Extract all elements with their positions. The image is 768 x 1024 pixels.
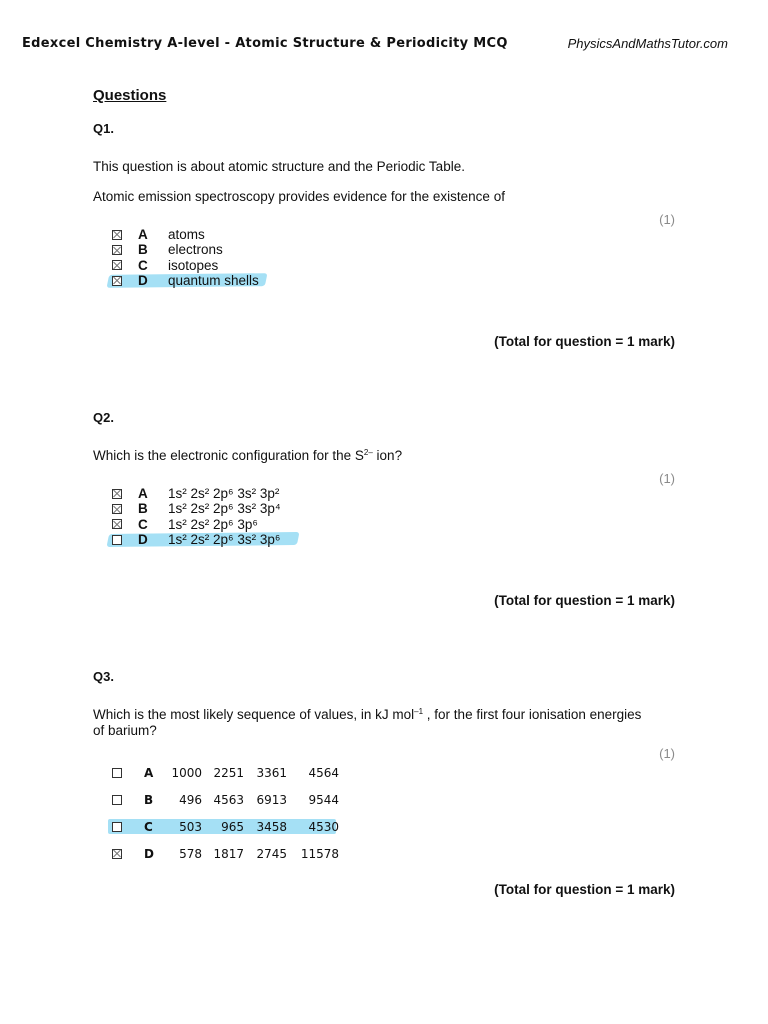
ionisation-energy-value: 11578 bbox=[300, 846, 339, 861]
option-text: atoms bbox=[168, 227, 205, 242]
option-letter: B bbox=[144, 792, 154, 807]
prompt-text: Which is the most likely sequence of values, in kJ mol bbox=[93, 707, 415, 722]
question-1-prompt: Atomic emission spectroscopy provides evidence for the existence of bbox=[93, 189, 505, 204]
option-letter: D bbox=[144, 846, 154, 861]
ionisation-energy-value: 4564 bbox=[308, 765, 339, 780]
option-letter: B bbox=[138, 242, 148, 258]
ionisation-energy-value: 6913 bbox=[256, 792, 287, 807]
question-3-mark: (1) bbox=[659, 746, 675, 761]
checkbox[interactable] bbox=[112, 822, 122, 832]
ion-charge: 2– bbox=[363, 448, 373, 457]
option-text: electrons bbox=[168, 242, 223, 258]
document-title: Edexcel Chemistry A-level - Atomic Structure & Periodicity MCQ bbox=[22, 36, 508, 51]
option-c[interactable] bbox=[112, 258, 259, 273]
checkbox[interactable] bbox=[112, 276, 122, 286]
option-text: 1s² 2s² 2p⁶ 3s² 3p⁶ bbox=[168, 532, 281, 548]
ionisation-energy-value: 1817 bbox=[213, 846, 244, 861]
option-letter: C bbox=[138, 257, 148, 273]
page-header bbox=[22, 36, 728, 56]
question-2-options bbox=[112, 486, 281, 548]
prompt-text: , for the first four ionisation energies bbox=[423, 707, 642, 722]
option-text: 1s² 2s² 2p⁶ 3p⁶ bbox=[168, 516, 258, 532]
option-c[interactable] bbox=[112, 517, 281, 532]
checkbox[interactable] bbox=[112, 260, 122, 270]
option-letter: B bbox=[138, 501, 148, 517]
question-2-total: (Total for question = 1 mark) bbox=[494, 593, 675, 608]
option-letter: D bbox=[138, 532, 148, 548]
ionisation-energy-value: 4530 bbox=[308, 819, 339, 834]
ionisation-energy-value: 2251 bbox=[213, 765, 244, 780]
option-letter: C bbox=[138, 516, 148, 532]
option-c[interactable] bbox=[112, 813, 339, 840]
prompt-text: Which is the electronic configuration for the S bbox=[93, 448, 364, 463]
ionisation-energy-value: 965 bbox=[221, 819, 244, 834]
question-1-total: (Total for question = 1 mark) bbox=[494, 334, 675, 349]
ionisation-energy-value: 503 bbox=[179, 819, 202, 834]
option-a[interactable] bbox=[112, 759, 339, 786]
ionisation-energy-value: 578 bbox=[179, 846, 202, 861]
checkbox[interactable] bbox=[112, 849, 122, 859]
option-d[interactable] bbox=[112, 532, 281, 547]
option-b[interactable] bbox=[112, 501, 281, 516]
option-d[interactable] bbox=[112, 273, 259, 288]
question-3-prompt bbox=[93, 707, 683, 739]
question-number-3: Q3. bbox=[93, 669, 114, 684]
question-number-1: Q1. bbox=[93, 121, 114, 136]
ionisation-energy-value: 3361 bbox=[256, 765, 287, 780]
checkbox[interactable] bbox=[112, 245, 122, 255]
prompt-text: ion? bbox=[372, 448, 403, 463]
question-2-prompt bbox=[93, 448, 683, 464]
ionisation-energy-value: 4563 bbox=[213, 792, 244, 807]
unit-exponent: –1 bbox=[414, 707, 424, 716]
prompt-text: of barium? bbox=[93, 723, 157, 738]
question-1-options bbox=[112, 227, 259, 289]
ionisation-energy-value: 2745 bbox=[256, 846, 287, 861]
option-letter: A bbox=[144, 765, 154, 780]
option-letter: A bbox=[138, 227, 148, 242]
checkbox[interactable] bbox=[112, 230, 122, 240]
option-a[interactable] bbox=[112, 486, 281, 501]
checkbox[interactable] bbox=[112, 489, 122, 499]
checkbox[interactable] bbox=[112, 519, 122, 529]
option-text: quantum shells bbox=[168, 273, 259, 289]
option-text: 1s² 2s² 2p⁶ 3s² 3p⁴ bbox=[168, 501, 281, 517]
checkbox[interactable] bbox=[112, 504, 122, 514]
option-d[interactable] bbox=[112, 840, 339, 867]
checkbox[interactable] bbox=[112, 795, 122, 805]
section-heading: Questions bbox=[93, 87, 167, 104]
option-b[interactable] bbox=[112, 242, 259, 257]
question-2-mark: (1) bbox=[659, 471, 675, 486]
option-letter: D bbox=[138, 273, 148, 289]
question-1-mark: (1) bbox=[659, 212, 675, 227]
site-name: PhysicsAndMathsTutor.com bbox=[567, 36, 728, 51]
ionisation-energy-value: 496 bbox=[179, 792, 202, 807]
question-3-total: (Total for question = 1 mark) bbox=[494, 882, 675, 897]
option-letter: A bbox=[138, 486, 148, 501]
ionisation-energy-value: 9544 bbox=[308, 792, 339, 807]
option-text: 1s² 2s² 2p⁶ 3s² 3p² bbox=[168, 486, 280, 501]
checkbox[interactable] bbox=[112, 768, 122, 778]
checkbox[interactable] bbox=[112, 535, 122, 545]
question-number-2: Q2. bbox=[93, 410, 114, 425]
option-b[interactable] bbox=[112, 786, 339, 813]
option-text: isotopes bbox=[168, 257, 219, 273]
option-letter: C bbox=[144, 819, 153, 834]
option-a[interactable] bbox=[112, 227, 259, 242]
question-1-intro: This question is about atomic structure and the Periodic Table. bbox=[93, 159, 465, 174]
ionisation-energy-value: 1000 bbox=[171, 765, 202, 780]
ionisation-energy-value: 3458 bbox=[256, 819, 287, 834]
question-3-options bbox=[112, 759, 339, 867]
